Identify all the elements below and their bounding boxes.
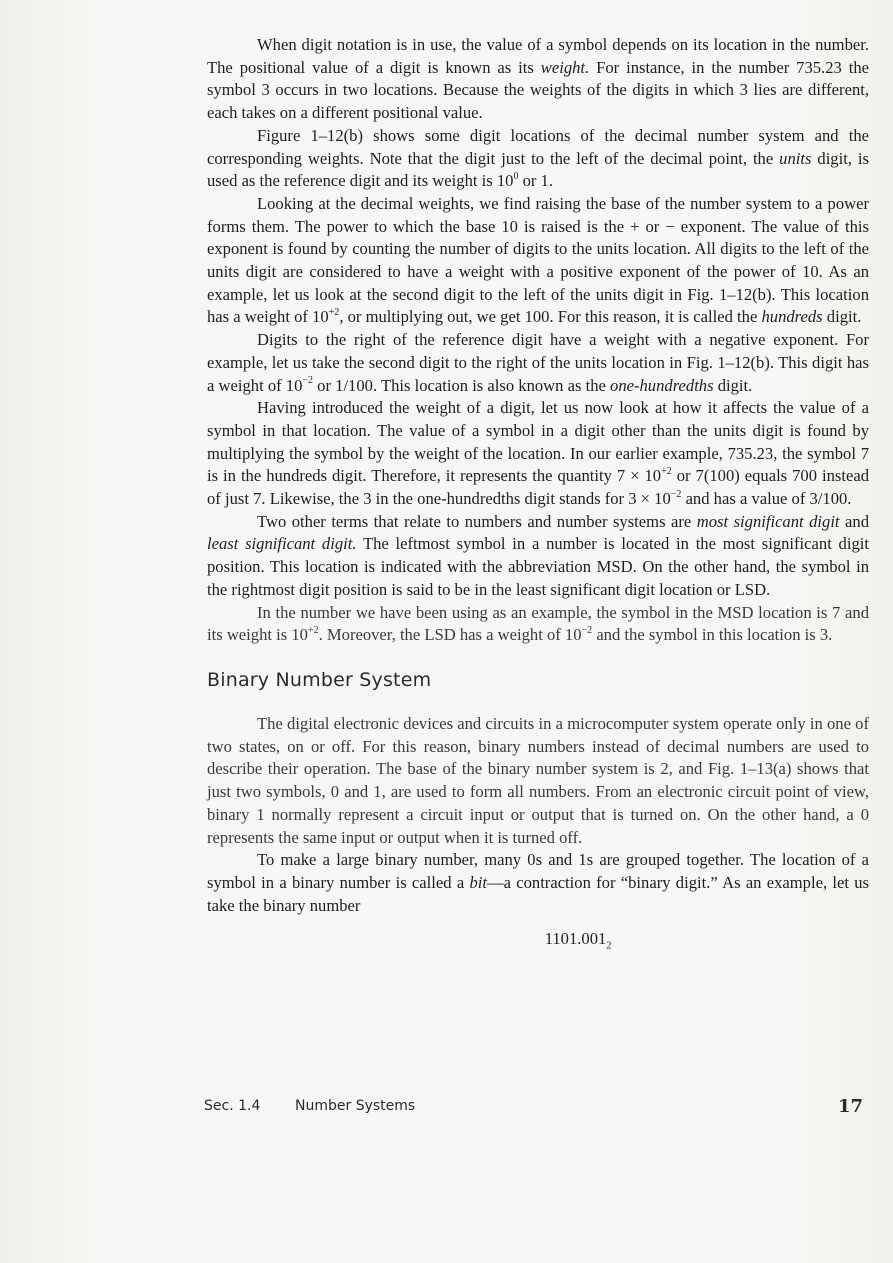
text-run: When digit notation is in use, the value of a symbol depends on its location in the number. The positional value of a digit is known as its [207, 35, 869, 77]
paragraph-binary-intro [207, 713, 869, 849]
text-run: Digits to the right of the reference digit have a weight with a negative exponent. For example, let us take the second digit to the right of the units location in Fig. 1–12(b). This digit has a weight of 10 [207, 330, 869, 395]
exponent: +2 [328, 306, 340, 318]
text-run: , or multiplying out, we get 100. For this reason, it is called the [339, 307, 762, 327]
footer-title: Number Systems [295, 1098, 416, 1114]
text-run: or 1/100. This location is also known as the [313, 375, 611, 395]
text-run: and [839, 511, 869, 531]
italic-term: bit [469, 872, 487, 892]
paragraph-decimal-weights [207, 193, 869, 329]
italic-term: units [779, 148, 812, 168]
exponent: 0 [513, 170, 519, 182]
text-run: and has a value of 3/100. [681, 489, 852, 509]
equation-base: 2 [606, 940, 612, 952]
italic-term: one-hundredths [610, 375, 714, 395]
paragraph-significant-digits [207, 511, 869, 602]
italic-term: hundreds [761, 307, 823, 327]
text-run: Two other terms that relate to numbers and number systems are [257, 511, 697, 531]
exponent: −2 [302, 375, 314, 387]
exponent: −2 [670, 488, 682, 500]
exponent: +2 [661, 465, 672, 477]
text-run: digit. [713, 375, 753, 395]
text-run: or 7(100) equals 700 instead of just 7. Likewise, the 3 in the one-hundredths digit stands for 3 × 10 [207, 466, 869, 509]
text-run: digit, is used as the reference digit and its weight is 10 [207, 148, 869, 191]
paragraph-symbol-value [207, 397, 869, 511]
italic-term: least significant digit. [207, 534, 357, 554]
equation-number: 1101.001 [544, 929, 607, 949]
text-run: or 1. [518, 171, 554, 191]
page-footer [204, 1098, 869, 1122]
text-run: To make a large binary number, many 0s and 1s are grouped together. The location of a symbol in a binary number is called a [207, 850, 869, 892]
text-run: . Moreover, the LSD has a weight of 10 [318, 625, 582, 645]
text-run: and the symbol in this location is 3. [592, 625, 833, 645]
text-run: For instance, in the number 735.23 the symbol 3 occurs in two locations. Because the weights of the digits in which 3 lies are different, each takes on a different positional value. [207, 57, 869, 123]
text-run: The leftmost symbol in a number is located in the most significant digit position. This location is indicated with the abbreviation MSD. On the other hand, the symbol in the rightmost digit position is said to be in the least significant digit location or LSD. [207, 534, 869, 599]
exponent: +2 [307, 624, 319, 636]
paragraph-figure-reference [207, 125, 869, 193]
text-run: The digital electronic devices and circuits in a microcomputer system operate only in one of two states, on or off. For this reason, binary numbers instead of decimal numbers are used to describe their operation. The base of the binary number system is 2, and Fig. 1–13(a) shows that just two symbols, 0 and 1, are used to form all numbers. From an electronic circuit point of view, binary 1 normally represent a circuit input or output that is turned on. On the other hand, a 0 represents the same input or output when it is turned off. [207, 713, 869, 847]
text-run: —a contraction for “binary digit.” As an example, let us take the binary number [207, 872, 869, 915]
page-number: 17 [837, 1096, 863, 1117]
text-run: Looking at the decimal weights, we find raising the base of the number system to a power forms them. The power to which the base 10 is raised is the + or − exponent. The value of this exponent is found by counting the number of digits to the units location. All digits to the left of the units digit are considered to have a weight with a positive exponent of the power of 10. As an example, let us look at the second digit to the left of the units digit in Fig. 1–12(b). This location has a weight of 10 [207, 193, 869, 327]
exponent: −2 [581, 624, 593, 636]
paragraph-msd-lsd [207, 602, 869, 647]
text-run: Figure 1–12(b) shows some digit locations of the decimal number system and the corresponding weights. Note that the digit just to the left of the decimal point, the [207, 125, 869, 168]
section-heading: Binary Number System [207, 668, 432, 691]
italic-term: most significant digit [696, 511, 840, 531]
page-body [207, 34, 869, 959]
paragraph-bit-definition [207, 849, 869, 917]
italic-term: weight. [540, 57, 590, 77]
binary-number-example [207, 927, 869, 958]
text-run: Having introduced the weight of a digit, let us now look at how it affects the value of a symbol in that location. The value of a symbol in a digit other than the units digit is found by multiplying the symbol by the weight of the location. In our earlier example, 735.23, the symbol 7 is in the hundreds digit. Therefore, it represents the quantity 7 × 10 [207, 398, 869, 486]
paragraph-negative-exponent [207, 329, 869, 397]
footer-section: Sec. 1.4 [204, 1098, 261, 1114]
text-run: In the number we have been using as an example, the symbol in the MSD location is 7 and its weight is 10 [207, 602, 869, 645]
paragraph-digit-notation [207, 34, 869, 125]
text-run: digit. [822, 307, 862, 327]
